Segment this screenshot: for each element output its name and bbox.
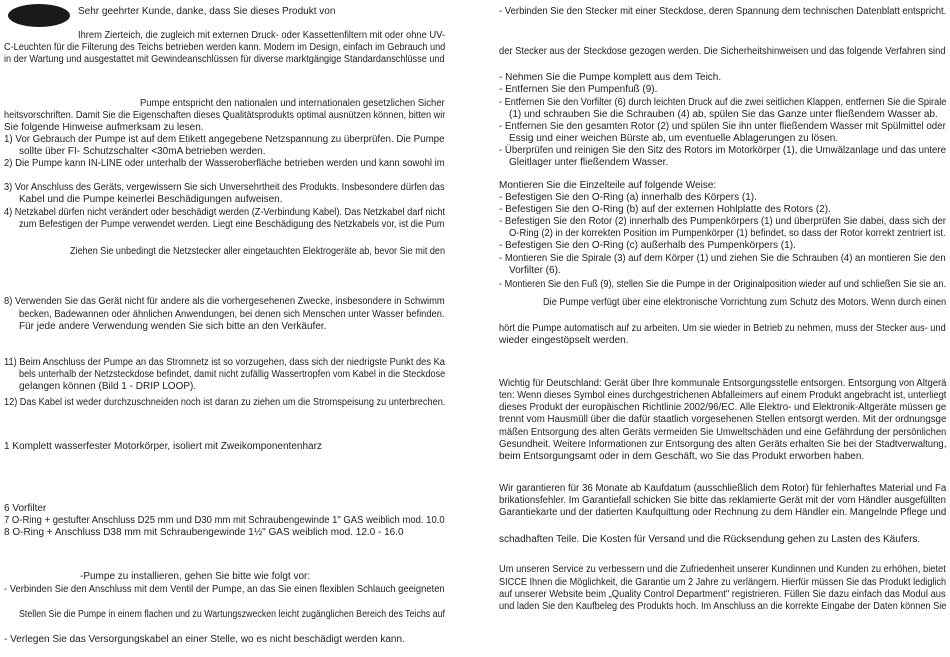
right-text-line: O-Ring (2) in der korrekten Position im Pumpenkörper (1) befindet, so dass der Rotor korrekt zentriert ist. [509,228,946,239]
left-text-line: in der Wartung und ausgestattet mit Gewindeanschlüssen für diverse marktgängige Standardanschlüsse und [4,54,445,65]
right-text-line: - Entfernen Sie den Pumpenfuß (9). [499,84,658,95]
left-text-line: Ziehen Sie unbedingt die Netzstecker aller eingetauchten Elektrogeräte ab, bevor Sie mit den [70,246,446,257]
left-text-line: becken, Badewannen oder ähnlichen Anwendungen, bei denen sich Menschen unter Wasser befinden. [19,309,445,320]
right-text-line: - Nehmen Sie die Pumpe komplett aus dem Teich. [499,72,722,83]
right-text-line: Vorfilter (6). [509,265,561,276]
right-text-line: dieses Produkt der europäischen Richtlinie 2002/96/EC. Alle Elektro- und Elektronik-Altgeräte müssen ge [499,402,947,413]
left-text-line: Für jede andere Verwendung wenden Sie sich bitte an den Verkäufer. [19,321,327,332]
right-text-line: trennt vom Hausmüll über die dafür staatlich vorgesehenen Stellen entsorgt werden. Mit der ordnungsge [499,414,947,425]
right-text-line: - Befestigen Sie den O-Ring (a) innerhalb des Körpers (1). [499,192,757,203]
right-text-line: SICCE Ihnen die Möglichkeit, die Garantie um 2 Jahre zu verlängern. Hierfür müssen Sie das Produkt lediglich [499,577,947,588]
right-text-line: auf unserer Website beim „Quality Control Department" registrieren. Füllen Sie dazu einfach das Modul aus [499,589,946,600]
right-text-line: Garantiekarte und der datierten Kaufquittung oder Rechnung zu dem Händler ein. Mangelnde Pflege und [499,507,947,518]
right-text-line: Wichtig für Deutschland: Gerät über Ihre kommunale Entsorgungsstelle entsorgen. Entsorgung von Altgerä [499,378,947,389]
right-text-line: hört die Pumpe automatisch auf zu arbeiten. Um sie wieder in Betrieb zu nehmen, muss der Stecker aus- und [499,323,946,334]
left-text-line: 8) Verwenden Sie das Gerät nicht für andere als die vorhergesehenen Zwecke, insbesondere in Schwimm [4,296,445,307]
right-text-line: - Befestigen Sie den Rotor (2) innerhalb des Pumpenkörpers (1) und überprüfen Sie dabei, dass sich der [499,216,947,227]
left-text-line: bels unterhalb der Netzsteckdose befindet, damit nicht zufällig Wassertropfen vom Kabel in die Steckdose [19,369,446,380]
left-text-line: 12) Das Kabel ist weder durchzuschneiden noch ist daran zu ziehen um die Stromspeisung zu unterbrechen. [4,397,446,408]
left-text-line: 1 Komplett wasserfester Motorkörper, isoliert mit Zweikomponentenharz [4,441,322,452]
left-text-line: - Verbinden Sie den Anschluss mit dem Ventil der Pumpe, an das Sie einen flexiblen Schlauch geeigneten [4,584,445,595]
left-text-line: Kabel und die Pumpe keinerlei Beschädigungen aufweisen. [19,194,283,205]
left-text-line: heitsvorschriften. Damit Sie die Eigenschaften dieses Qualitätsprodukts optimal ausnützen können, bitten wir [4,110,446,121]
left-text-line: Stellen Sie die Pumpe in einem flachen und zu Wartungszwecken leicht zugänglichen Bereich des Teichs auf [19,609,445,620]
left-text-line: Pumpe entspricht den nationalen und internationalen gesetzlichen Sicher [140,98,445,109]
brand-logo [8,4,70,27]
left-text-line: 2) Die Pumpe kann IN-LINE oder unterhalb der Wasseroberfläche betrieben werden und kann sowohl im [4,158,445,169]
right-text-line: Um unseren Service zu verbessern und die Zufriedenheit unserer Kundinnen und Kunden zu erhöhen, bietet [499,564,946,575]
left-text-line: 8 O-Ring + Anschluss D38 mm mit Schraubengewinde 1½" GAS weiblich mod. 12.0 - 16.0 [4,527,404,538]
right-text-line: Die Pumpe verfügt über eine elektronische Vorrichtung zum Schutz des Motors. Wenn durch einen [543,297,947,308]
left-text-line: 1) Vor Gebrauch der Pumpe ist auf dem Etikett angegebene Netzspannung zu überprüfen. Die Pumpe [4,134,445,145]
left-text-line: Ihrem Zierteich, die zugleich mit externen Druck- oder Kassettenfiltern mit oder ohne UV- [78,30,445,41]
right-text-line: - Befestigen Sie den O-Ring (b) auf der externen Hohlplatte des Rotors (2). [499,204,831,215]
right-text-line: Gesundheit. Weitere Informationen zur Entsorgung des alten Geräts erhalten Sie bei der Stadtverwaltung, [499,439,947,450]
right-text-line: beim Entsorgungsamt oder in dem Geschäft, wo Sie das Produkt erworben haben. [499,451,865,462]
right-text-line: - Montieren Sie die Spirale (3) auf dem Körper (1) und ziehen Sie die Schrauben (4) an montieren Sie den [499,253,946,264]
right-text-line: Montieren Sie die Einzelteile auf folgende Weise: [499,180,717,191]
left-text-line: - Verlegen Sie das Versorgungskabel an einer Stelle, wo es nicht beschädigt werden kann. [4,634,405,645]
right-text-line: ten: Wenn dieses Symbol eines durchgestrichenen Abfalleimers auf einem Produkt angebracht ist, unterliegt [499,390,947,401]
right-text-line: - Befestigen Sie den O-Ring (c) außerhalb des Pumpenkörpers (1). [499,240,796,251]
right-text-line: Gleitlager unter fließendem Wasser. [509,157,669,168]
left-text-line: sollte über FI- Schutzschalter <30mA betrieben werden. [19,146,266,157]
right-text-line: - Entfernen Sie den gesamten Rotor (2) und spülen Sie ihn unter fließendem Wasser mit Spülmittel oder [499,121,946,132]
right-text-line: Wir garantieren für 36 Monate ab Kaufdatum (ausschließlich dem Rotor) für fehlerhaftes Material und Fa [499,483,947,494]
right-text-line: - Entfernen Sie den Vorfilter (6) durch leichten Druck auf die zwei seitlichen Klappen, entfernen Sie die Spirale [499,97,947,108]
left-text-line: Sie folgende Hinweise aufmerksam zu lesen. [4,122,204,133]
right-text-line: mäßen Entsorgung des alten Geräts vermeiden Sie Umweltschäden und eine Gefährdung der persönlichen [499,427,947,438]
left-text-line: -Pumpe zu installieren, gehen Sie bitte wie folgt vor: [80,571,311,582]
left-text-line: 3) Vor Anschluss des Geräts, vergewissern Sie sich Unversehrtheit des Produkts. Insbesondere dürfen das [4,182,445,193]
left-text-line: 7 O-Ring + gestufter Anschluss D25 mm und D30 mm mit Schraubengewinde 1" GAS weiblich mod. 10.0 [4,515,445,526]
left-text-line: 11) Beim Anschluss der Pumpe an das Stromnetz ist so vorzugehen, dass sich der niedrigste Punkt des Ka [4,357,445,368]
right-text-line: Essig und einer weichen Bürste ab, um eventuelle Ablagerungen zu lösen. [509,133,839,144]
left-text-line: 4) Netzkabel dürfen nicht verändert oder beschädigt werden (Z-Verbindung Kabel). Das Netzkabel darf nicht [4,207,446,218]
right-text-line: und laden Sie den Kaufbeleg des Produkts hoch. Im Anschluss an die korrekte Eingabe der Daten können Sie [499,601,947,612]
right-text-line: schadhaften Teile. Die Kosten für Versand und die Rücksendung gehen zu Lasten des Käufers. [499,534,921,545]
right-text-line: brikationsfehler. Im Garantiefall schicken Sie bitte das reklamierte Gerät mit der vom Händler ausgefüllten [499,495,946,506]
left-text-line: Sehr geehrter Kunde, danke, dass Sie dieses Produkt von [78,6,336,17]
right-text-line: - Montieren Sie den Fuß (9), stellen Sie die Pumpe in der Originalposition wieder auf und schließen Sie sie an. [499,279,947,290]
left-text-line: C-Leuchten für die Filterung des Teichs betrieben werden kann. Modern im Design, einfach im Gebrauch und [4,42,446,53]
right-text-line: der Stecker aus der Steckdose gezogen werden. Die Sicherheitshinweisen und das folgende Verfahren sind [499,46,946,57]
left-text-line: 6 Vorfilter [4,503,47,514]
right-text-line: (1) und schrauben Sie die Schrauben (4) ab, spülen Sie das Ganze unter fließendem Wasser ab. [509,109,938,120]
left-text-line: gelangen können (Bild 1 - DRIP LOOP). [19,381,197,392]
right-text-line: - Verbinden Sie den Stecker mit einer Steckdose, deren Spannung dem technischen Datenblatt entspricht. [499,6,947,17]
right-text-line: wieder eingestöpselt werden. [499,335,629,346]
right-text-line: - Überprüfen und reinigen Sie den Sitz des Rotors im Motorkörper (1), die Umwälzanlage und das untere [499,145,946,156]
left-text-line: zum Befestigen der Pumpe verwendet werden. Liegt eine Beschädigung des Netzkabels vor, ist die Pum [19,219,445,230]
